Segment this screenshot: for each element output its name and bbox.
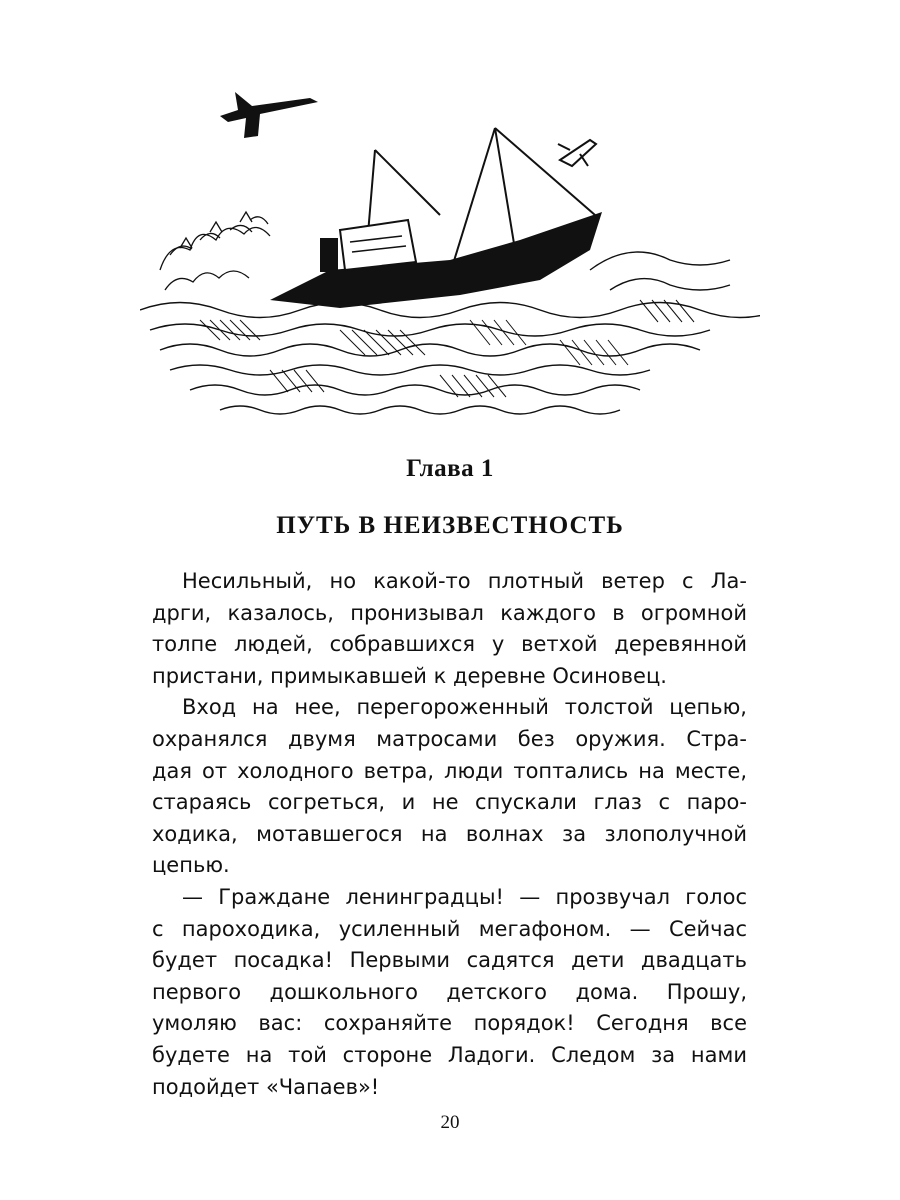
chapter-illustration	[140, 80, 760, 425]
wave-spray	[160, 212, 270, 290]
text-line: — Граждане ленинградцы! — прозвучал голос	[182, 884, 747, 909]
text-line: охранялся двумя матросами без оружия. Стра-	[152, 726, 747, 751]
text-line: умоляю вас: сохраняйте порядок! Сегодня все	[152, 1011, 747, 1036]
plane-right-icon	[558, 140, 596, 166]
chapter-label: Глава 1	[406, 455, 494, 482]
text-line: Несильный, но какой-то плотный ветер с Ла-	[182, 569, 747, 593]
plane-left-icon	[220, 92, 318, 138]
text-line: будет посадка! Первыми садятся дети двадцать	[152, 948, 747, 973]
text-line: с пароходика, усиленный мегафоном. — Сейчас	[152, 916, 747, 941]
paragraph-2	[152, 692, 747, 882]
boat-hull	[270, 212, 602, 308]
text-line: цепью.	[152, 853, 230, 878]
text-line: будете на той стороне Ладоги. Следом за нами	[152, 1042, 747, 1067]
paragraph-3	[152, 882, 747, 1103]
text-line: дая от холодного ветра, люди топтались на месте,	[152, 758, 747, 783]
chapter-title: ПУТЬ В НЕИЗВЕСТНОСТЬ	[276, 512, 624, 539]
text-line: дрги, казалось, пронизывал каждого в огромной	[152, 600, 747, 625]
text-line: стараясь согреться, и не спускали глаз с паро-	[152, 790, 747, 815]
text-line: пристани, примыкавшей к деревне Осиновец.	[152, 663, 667, 688]
text-line: первого дошкольного детского дома. Прошу,	[152, 979, 747, 1004]
text-line: Вход на нее, перегороженный толстой цепью,	[182, 695, 747, 720]
text-line: ходика, мотавшегося на волнах за злополучной	[152, 821, 747, 846]
text-line: подойдет «Чапаев»!	[152, 1074, 380, 1099]
page-number: 20	[440, 1112, 460, 1133]
text-line: толпе людей, собравшихся у ветхой деревянной	[152, 632, 747, 657]
body-text	[152, 566, 747, 1103]
paragraph-1	[152, 566, 747, 692]
